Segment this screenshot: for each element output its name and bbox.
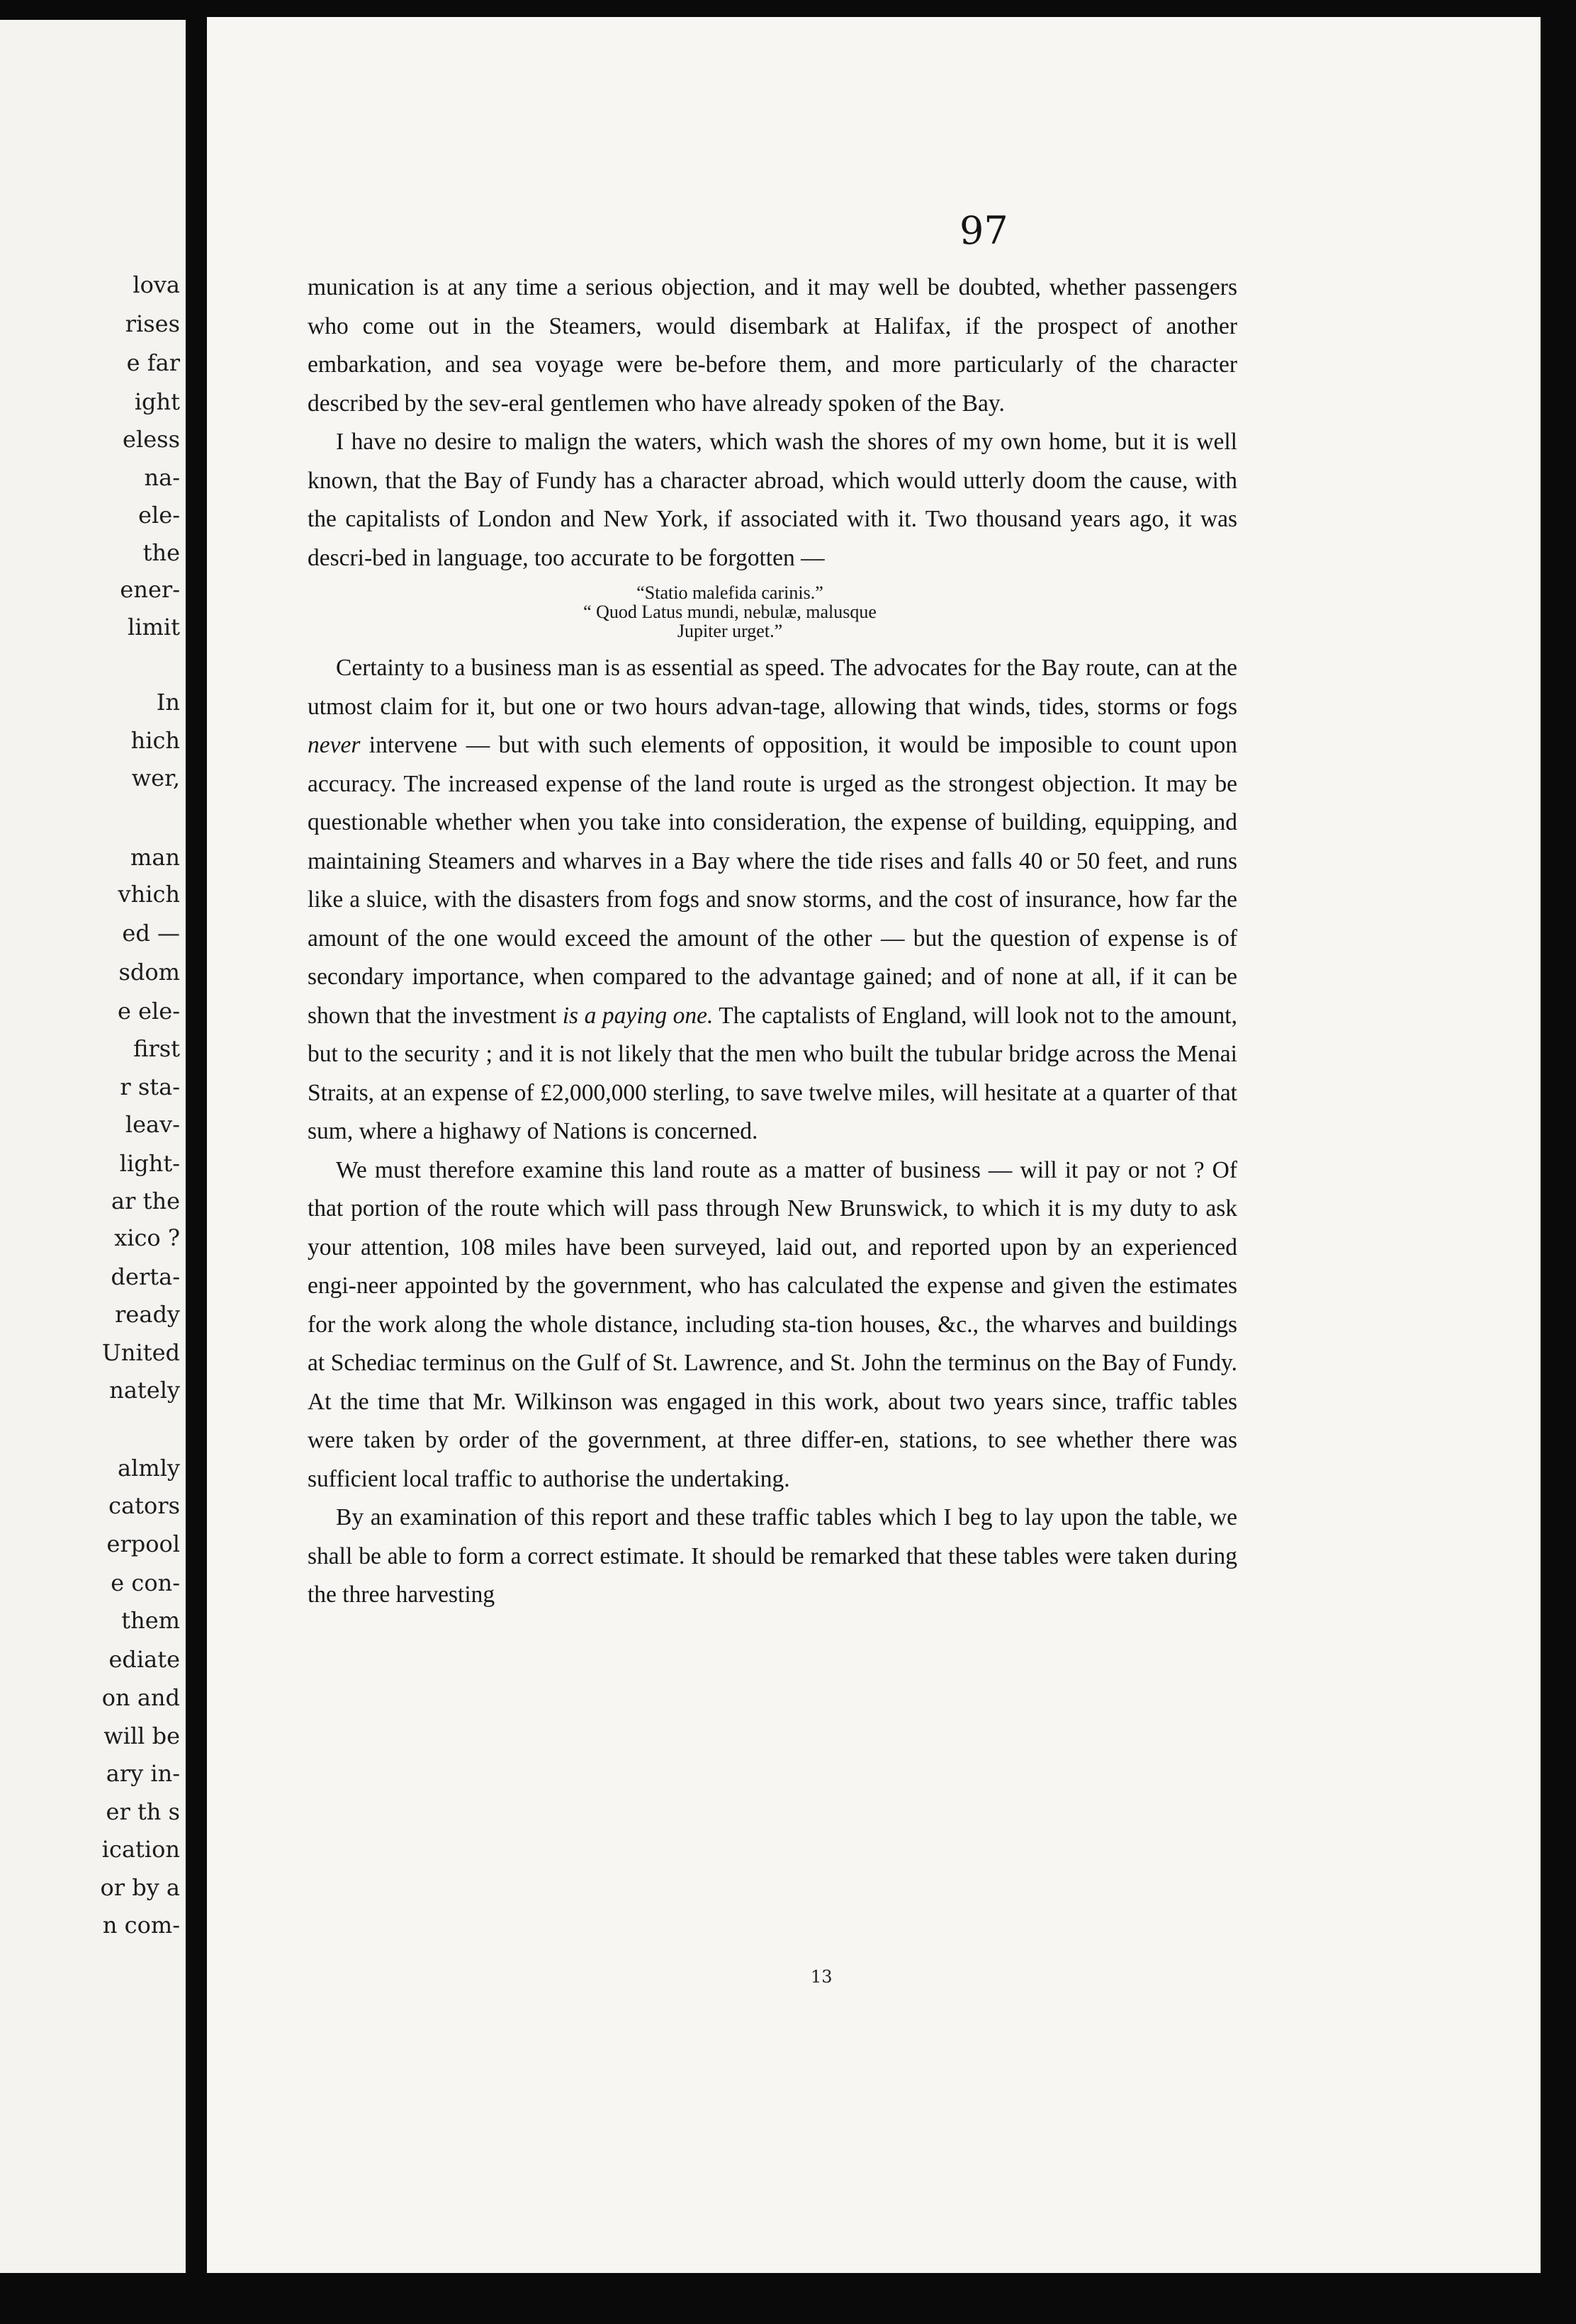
margin-fragment: vhich — [118, 881, 180, 908]
paragraph: We must therefore examine this land route as a matter of business — will it pay or not ? Of that portion of the route which will pass through New Brunswick, to which it is my duty to ask your attention, 108 miles have been surveyed, laid out, and reported upon by an experienced engi-neer appointed by the government, who has calculated the expense and given the estimates for the work along the whole distance, including sta-tion houses, &c., the wharves and buildings at Schediac terminus on the Gulf of St. Lawrence, and St. John the terminus on the Bay of Fundy. At the time that Mr. Wilkinson was engaged in this work, about two years since, traffic tables were taken by order of the government, at three differ-en, stations, to see whether there was sufficient local traffic to authorise the undertaking. — [308, 1156, 1237, 1492]
book-page — [207, 17, 1541, 2273]
margin-fragment: r sta- — [120, 1073, 180, 1100]
margin-fragment: them — [121, 1607, 180, 1634]
body-text — [308, 269, 1237, 1615]
margin-fragment: xico ? — [114, 1224, 180, 1251]
margin-fragment: ight — [134, 388, 180, 415]
page-number: 97 — [959, 208, 1008, 253]
margin-fragment: na- — [144, 464, 180, 491]
margin-fragment: hich — [130, 727, 180, 754]
margin-fragment: man — [130, 844, 180, 871]
margin-fragment: nately — [109, 1377, 180, 1404]
margin-fragment: e ele- — [117, 998, 180, 1025]
margin-fragment: erpool — [106, 1530, 180, 1557]
margin-fragment: United — [101, 1339, 180, 1366]
margin-fragment: In — [156, 689, 180, 716]
paragraph: I have no desire to malign the waters, which wash the shores of my own home, but it is well known, that the Bay of Fundy has a character abroad, which would utterly doom the cause, with the capitalists of London and New York, if associated with it. Two thousand years ago, it was descri-bed in language, too accurate to be forgotten — — [308, 429, 1237, 571]
margin-fragment: ediate — [108, 1646, 180, 1673]
margin-fragment: sdom — [118, 959, 180, 986]
margin-fragment: ed — — [122, 920, 180, 947]
margin-fragment: will be — [103, 1722, 180, 1749]
facing-page-fragment — [0, 20, 186, 2273]
quote-line: “ Quod Latus mundi, nebulæ, malusque — [583, 602, 877, 622]
margin-fragment: lova — [133, 271, 180, 298]
latin-quotation — [308, 583, 1237, 641]
margin-fragment: ready — [115, 1301, 180, 1328]
margin-fragment: ele- — [138, 502, 180, 529]
margin-fragment: limit — [128, 614, 180, 641]
margin-fragment: n com- — [102, 1912, 180, 1939]
margin-fragment: ary in- — [106, 1760, 180, 1787]
margin-fragment: e far — [126, 349, 180, 376]
margin-fragment: or by a — [100, 1874, 180, 1901]
paragraph: munication is at any time a serious objection, and it may well be doubted, whether passengers who come out in the Steamers, would disembark at Halifax, if the prospect of another embarkation, and sea voyage were be-before them, and more particularly of the character described by the sev-eral gentlemen who have already spoken of the Bay. — [308, 274, 1237, 417]
paragraph — [308, 649, 1237, 1151]
margin-fragment: eless — [123, 426, 180, 453]
paragraph: By an examination of this report and these traffic tables which I beg to lay upon the table, we shall be able to form a correct estimate. It should be remarked that these tables were taken during the three harvesting — [308, 1504, 1237, 1608]
margin-fragment: e con- — [111, 1569, 180, 1596]
quote-line: Jupiter urget.” — [677, 621, 783, 641]
margin-fragment: on and — [101, 1684, 180, 1711]
margin-fragment: ication — [101, 1836, 180, 1863]
margin-fragment: derta- — [111, 1263, 180, 1290]
margin-fragment: cators — [108, 1492, 180, 1519]
margin-fragment: er th s — [106, 1798, 180, 1825]
italic-text: is a paying one. — [562, 1002, 714, 1029]
text-run: Certainty to a business man is as essential as speed. The advocates for the Bay route, can at the utmost claim for it, but one or two hours advan-tage, allowing that winds, tides, storms or fogs — [308, 655, 1238, 720]
margin-fragment: ener- — [120, 576, 180, 603]
margin-fragment: leav- — [125, 1111, 180, 1138]
margin-fragment: rises — [125, 310, 180, 337]
text-run: intervene — but with such elements of opposition, it would be imposible to count upon accuracy. The increased expense of the land route is urged as the strongest objection. It may be questionable whether when you take into consideration, the expense of building, equipping, and maintaining Steamers and wharves in a Bay where the tide rises and falls 40 or 50 feet, and runs like a sluice, with the disasters from fogs and snow storms, and the cost of insurance, how far the amount of the one would exceed the amount of the other — but the question of expense is of secondary importance, when compared to the advantage gained; and of none at all, if it can be shown that the investment — [308, 732, 1237, 1029]
margin-fragment: the — [142, 539, 180, 566]
quote-line: “Statio malefida carinis.” — [636, 582, 823, 603]
signature-mark: 13 — [811, 1967, 833, 1987]
margin-fragment: ar the — [111, 1188, 180, 1214]
margin-fragment: almly — [118, 1455, 180, 1482]
margin-fragment: light- — [119, 1150, 180, 1177]
margin-fragment: first — [133, 1035, 180, 1062]
text-run: The captalists of England, will look not to the amount, but to the security ; and it is not likely that the men who built the tubular bridge across the Menai Straits, at an expense of £2,000,000 sterling, to save twelve miles, will hesitate at a quarter of that sum, where a highawy of Nations is concerned. — [308, 1002, 1237, 1144]
italic-text: never — [308, 732, 361, 758]
margin-fragment: wer, — [131, 765, 180, 791]
